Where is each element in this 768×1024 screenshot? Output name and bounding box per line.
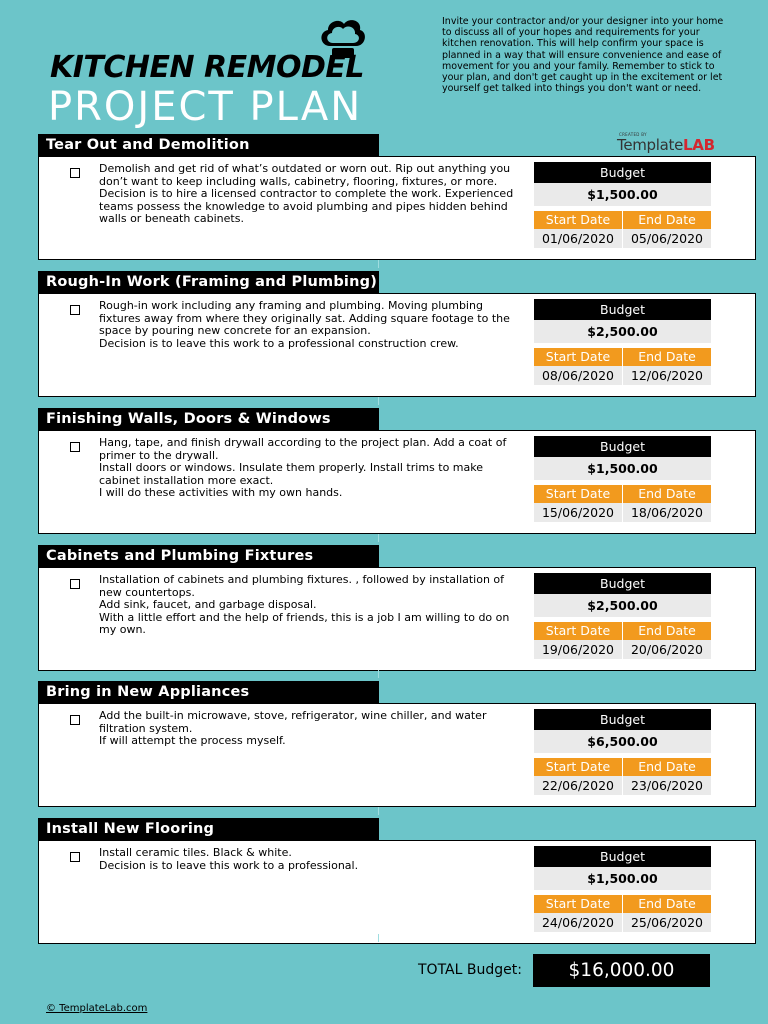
guide-tick	[378, 670, 379, 678]
description-line: With a little effort and the help of friends, this is a job I am willing to do on my own.	[99, 610, 510, 637]
total-budget-label: TOTAL Budget:	[418, 962, 522, 978]
end-date-value[interactable]: 12/06/2020	[623, 366, 711, 385]
intro-text: Invite your contractor and/or your designer into your home to discuss all of your hopes and requirements for your kitchen renovation. This will help confirm your space is planned in a way that will ensure convenience and ease of movement for you and your family. Remember to stick to your plan, and don't get caught up in the excitement or let yourself get talked into things you don't want or need.	[442, 16, 724, 95]
footer-link[interactable]: © TemplateLab.com	[46, 1003, 148, 1014]
budget-value[interactable]: $6,500.00	[534, 730, 711, 753]
start-date-label: Start Date	[534, 622, 622, 640]
start-date-value[interactable]: 22/06/2020	[534, 776, 622, 795]
budget-value[interactable]: $1,500.00	[534, 183, 711, 206]
section-description	[99, 300, 519, 350]
start-date-label: Start Date	[534, 485, 622, 503]
section-body	[38, 703, 756, 807]
end-date-label: End Date	[623, 485, 711, 503]
end-date-value[interactable]: 18/06/2020	[623, 503, 711, 522]
description-line: Installation of cabinets and plumbing fixtures. , followed by installation of new countertops.	[99, 573, 505, 599]
end-date-label: End Date	[623, 348, 711, 366]
logo-brand-bold: LAB	[683, 136, 715, 154]
budget-label: Budget	[534, 573, 711, 594]
description-line: Demolish and get rid of what’s outdated or worn out. Rip out anything you don’t want to keep including walls, cabinetry, flooring, fixtures, or more.	[99, 162, 511, 188]
description-line: Decision is to hire a licensed contractor to complete the work. Experienced teams possess the knowledge to avoid plumbing and pipes hidden behind walls or beneath cabinets.	[99, 187, 514, 226]
section-body	[38, 430, 756, 534]
guide-tick	[378, 934, 379, 942]
section-body	[38, 567, 756, 671]
guide-tick	[378, 260, 379, 268]
description-line: Install doors or windows. Insulate them properly. Install trims to make cabinet installation more exact.	[99, 461, 484, 487]
section-description	[99, 847, 519, 872]
end-date-value[interactable]: 23/06/2020	[623, 776, 711, 795]
description-line: Rough-in work including any framing and plumbing. Moving plumbing fixtures away from where they originally sat. Adding square footage to the space by pouring new concrete for an expansion.	[99, 299, 510, 338]
guide-tick	[378, 807, 379, 815]
description-line: Add sink, faucet, and garbage disposal.	[99, 598, 317, 612]
end-date-value[interactable]: 05/06/2020	[623, 229, 711, 248]
budget-value[interactable]: $1,500.00	[534, 867, 711, 890]
page-title-line2: PROJECT PLAN	[48, 84, 363, 130]
logo-created-by: CREATED BY	[619, 132, 647, 137]
end-date-label: End Date	[623, 758, 711, 776]
budget-label: Budget	[534, 299, 711, 320]
logo-brand: Template	[617, 136, 684, 154]
description-line: Decision is to leave this work to a professional construction crew.	[99, 336, 459, 350]
total-budget-value[interactable]: $16,000.00	[533, 954, 710, 987]
section-body	[38, 840, 756, 944]
section-description	[99, 710, 519, 748]
description-line: Decision is to leave this work to a professional.	[99, 858, 359, 872]
page-title-line1: KITCHEN REMODEL	[50, 50, 365, 85]
budget-value[interactable]: $2,500.00	[534, 320, 711, 343]
start-date-label: Start Date	[534, 758, 622, 776]
section-description	[99, 574, 519, 637]
start-date-value[interactable]: 19/06/2020	[534, 640, 622, 659]
task-checkbox[interactable]	[70, 579, 80, 589]
budget-label: Budget	[534, 846, 711, 867]
description-line: I will do these activities with my own hands.	[99, 486, 343, 500]
end-date-label: End Date	[623, 895, 711, 913]
section-body	[38, 293, 756, 397]
budget-label: Budget	[534, 709, 711, 730]
budget-label: Budget	[534, 436, 711, 457]
description-line: Add the built-in microwave, stove, refrigerator, wine chiller, and water filtration system.	[99, 709, 487, 735]
task-checkbox[interactable]	[70, 852, 80, 862]
logo-text	[617, 136, 715, 154]
section-title: Install New Flooring	[38, 818, 379, 840]
start-date-value[interactable]: 01/06/2020	[534, 229, 622, 248]
end-date-value[interactable]: 25/06/2020	[623, 913, 711, 932]
section-title: Bring in New Appliances	[38, 681, 379, 703]
end-date-label: End Date	[623, 211, 711, 229]
section-title: Finishing Walls, Doors & Windows	[38, 408, 379, 430]
start-date-value[interactable]: 24/06/2020	[534, 913, 622, 932]
section-title: Rough-In Work (Framing and Plumbing)	[38, 271, 379, 293]
title-block	[46, 14, 426, 130]
start-date-value[interactable]: 15/06/2020	[534, 503, 622, 522]
start-date-value[interactable]: 08/06/2020	[534, 366, 622, 385]
task-checkbox[interactable]	[70, 168, 80, 178]
description-line: If will attempt the process myself.	[99, 734, 286, 748]
task-checkbox[interactable]	[70, 715, 80, 725]
section-description	[99, 163, 519, 226]
start-date-label: Start Date	[534, 211, 622, 229]
section-title: Cabinets and Plumbing Fixtures	[38, 545, 379, 567]
budget-label: Budget	[534, 162, 711, 183]
guide-tick	[378, 534, 379, 542]
budget-value[interactable]: $2,500.00	[534, 594, 711, 617]
description-line: Hang, tape, and finish drywall according to the project plan. Add a coat of primer to the drywall.	[99, 436, 507, 462]
guide-tick	[378, 397, 379, 405]
task-checkbox[interactable]	[70, 442, 80, 452]
templatelab-logo	[617, 133, 727, 155]
description-line: Install ceramic tiles. Black & white.	[99, 846, 292, 859]
end-date-value[interactable]: 20/06/2020	[623, 640, 711, 659]
end-date-label: End Date	[623, 622, 711, 640]
budget-value[interactable]: $1,500.00	[534, 457, 711, 480]
section-title: Tear Out and Demolition	[38, 134, 379, 156]
task-checkbox[interactable]	[70, 305, 80, 315]
start-date-label: Start Date	[534, 348, 622, 366]
start-date-label: Start Date	[534, 895, 622, 913]
section-body	[38, 156, 756, 260]
section-description	[99, 437, 519, 500]
